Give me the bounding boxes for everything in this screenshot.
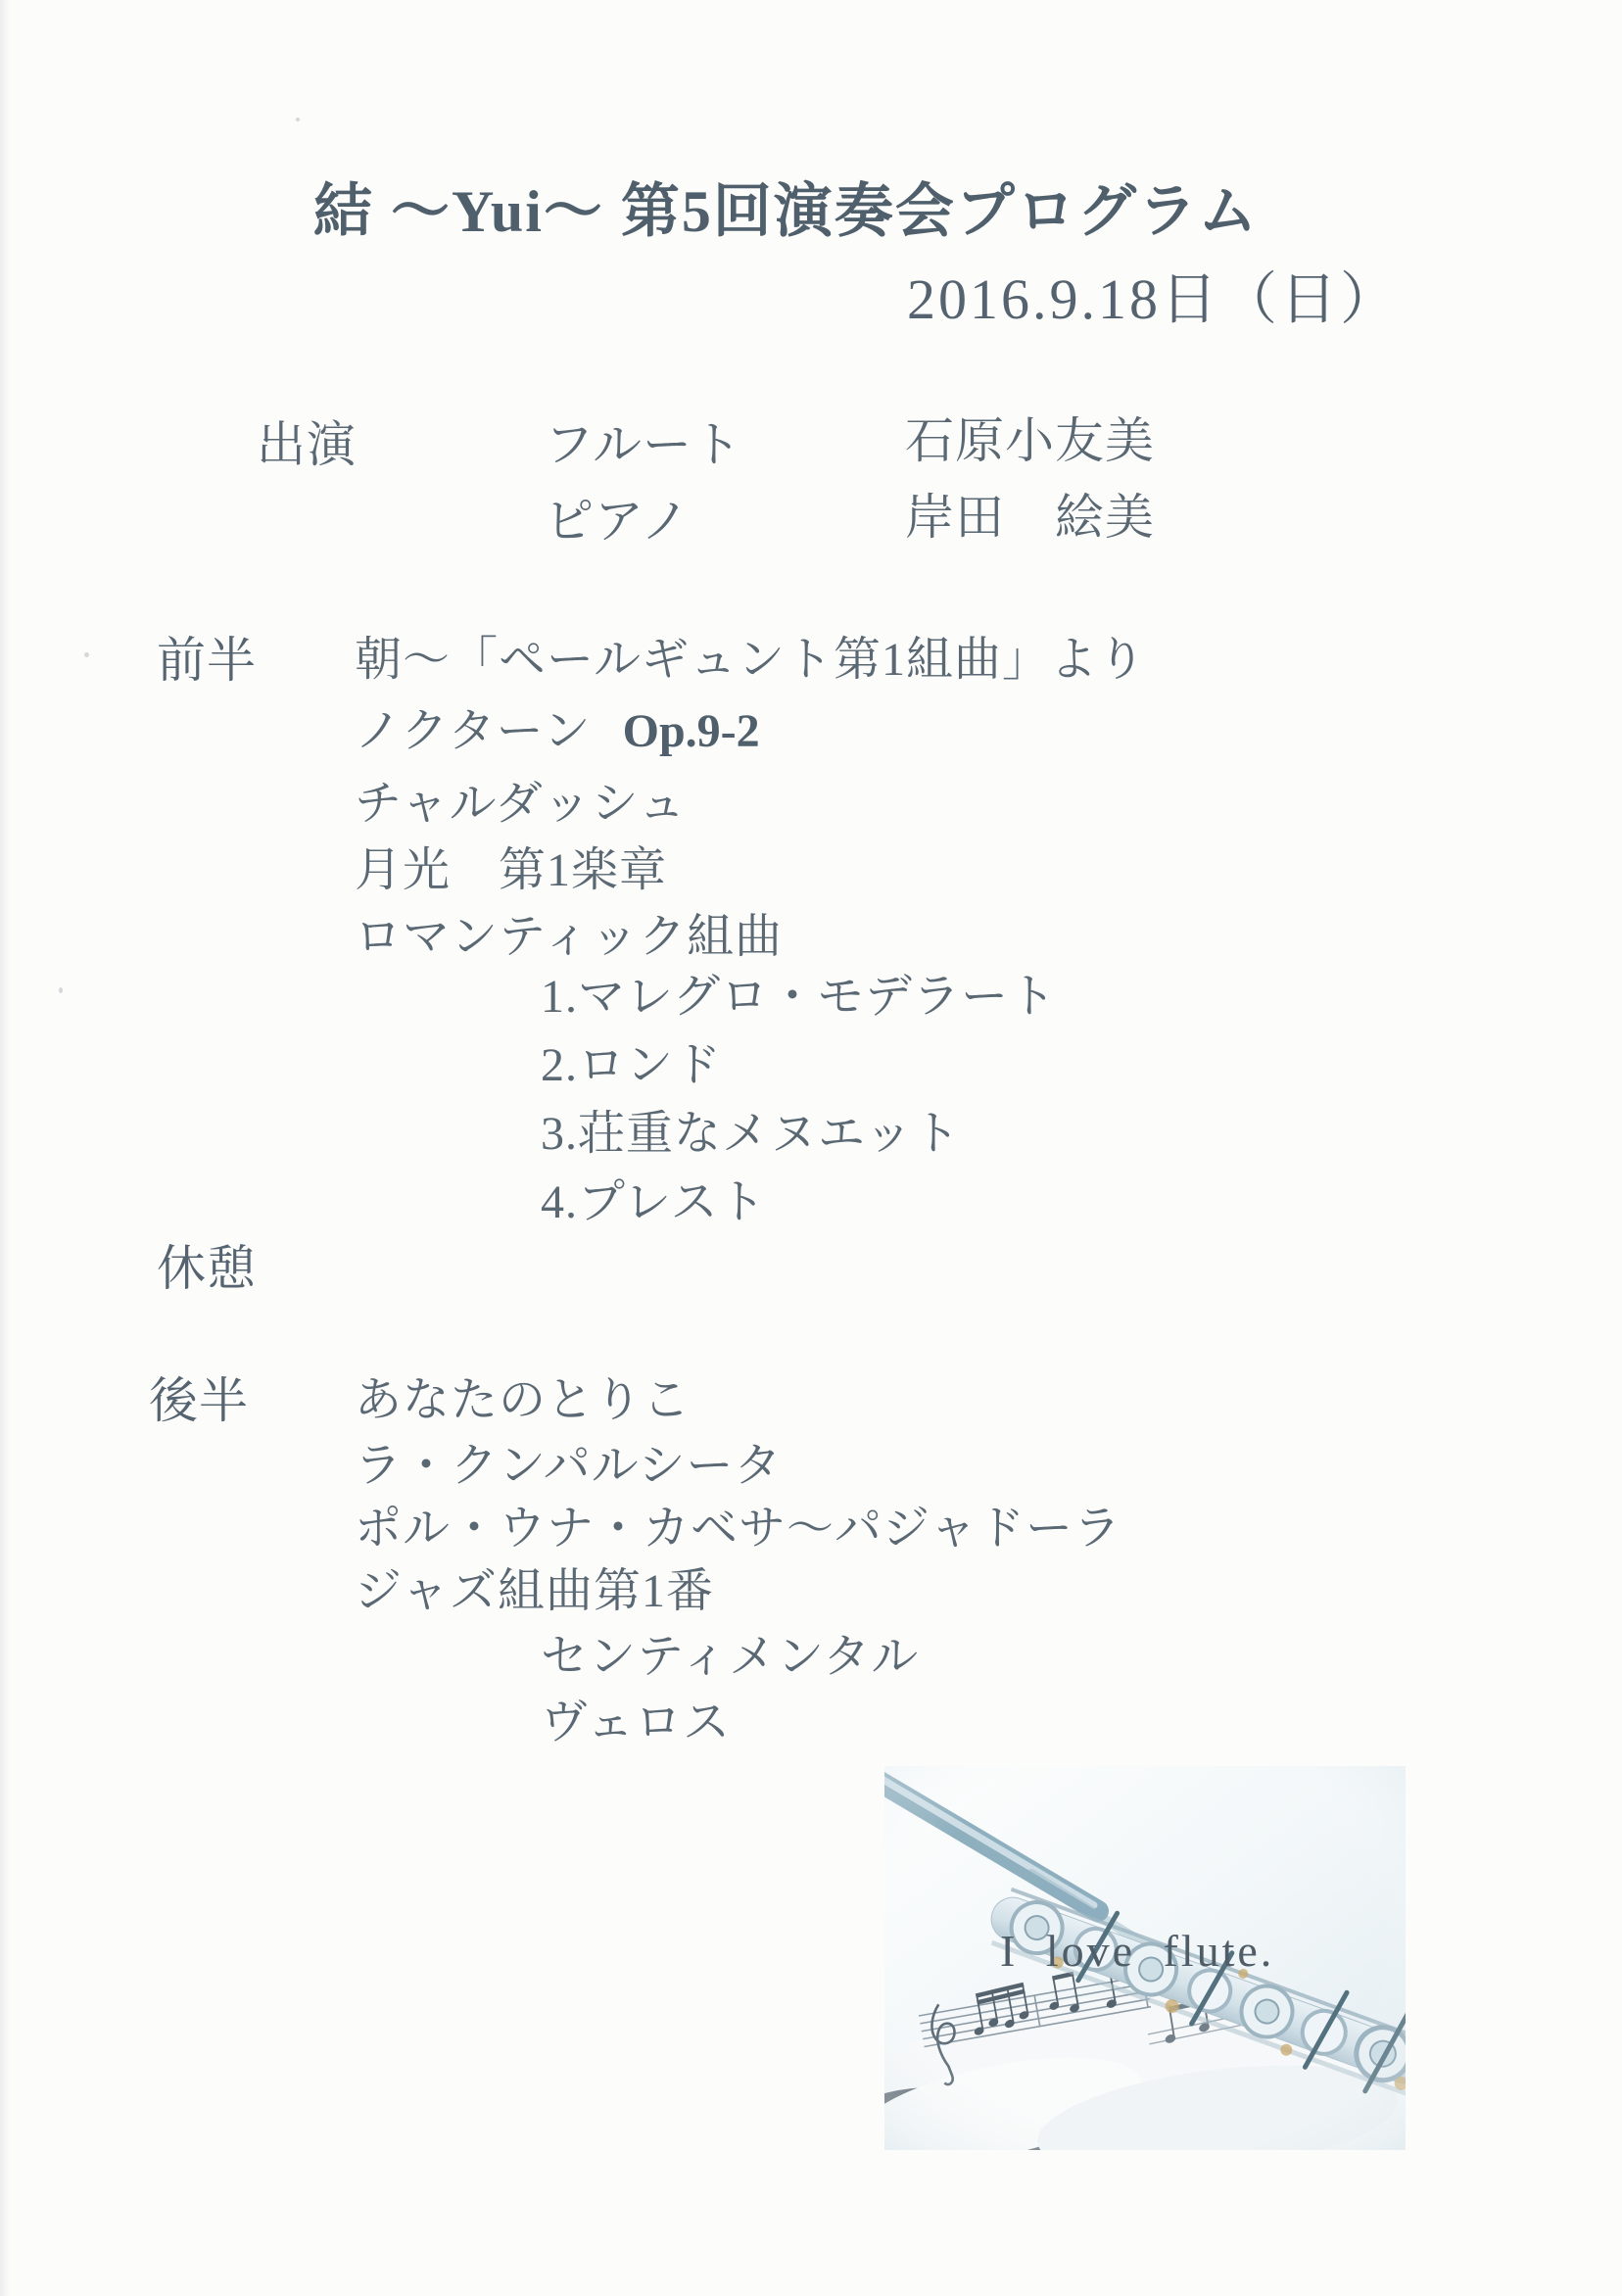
piano-performer-name: 岸田 絵美 xyxy=(905,490,1155,545)
movement-item: 2.ロンド xyxy=(541,1039,723,1091)
intermission-label: 休憩 xyxy=(157,1241,257,1296)
program-item: あなたのとりこ xyxy=(355,1374,692,1426)
movement-item: 1.マレグロ・モデラート xyxy=(541,971,1058,1023)
movement-item: 4.プレスト xyxy=(541,1176,767,1228)
program-item: ジャズ組曲第1番 xyxy=(355,1565,715,1617)
program-item: ラ・クンパルシータ xyxy=(355,1440,783,1492)
program-item: ポル・ウナ・カベサ～パジャドーラ xyxy=(355,1503,1122,1555)
flute-photo xyxy=(884,1766,1406,2150)
scan-speckle xyxy=(59,987,63,993)
program-item: チャルダッシュ xyxy=(355,778,687,830)
program-item xyxy=(355,693,760,760)
first-half-label: 前半 xyxy=(157,633,257,688)
page-title: 結 ～Yui～ 第5回演奏会プログラム xyxy=(313,179,1260,244)
scan-speckle xyxy=(84,652,89,657)
scan-speckle xyxy=(296,118,300,121)
flute-performer-name: 石原小友美 xyxy=(905,413,1155,468)
second-half-label: 後半 xyxy=(149,1373,249,1428)
program-item: ロマンティック組曲 xyxy=(355,911,784,963)
flute-photo-illustration xyxy=(884,1766,1406,2150)
photo-caption: I love flute. xyxy=(1000,1926,1275,1976)
performers-label: 出演 xyxy=(257,417,357,472)
concert-date: 2016.9.18日（日） xyxy=(907,267,1401,331)
movement-item: センティメンタル xyxy=(541,1631,920,1683)
movement-item: ヴェロス xyxy=(541,1697,732,1748)
movement-item: 3.荘重なメヌエット xyxy=(541,1108,962,1160)
opus-number: Op.9-2 xyxy=(622,705,760,757)
piano-label: ピアノ xyxy=(545,494,691,549)
program-item: 朝～「ペールギュント第1組曲」より xyxy=(355,634,1147,686)
program-item-title: ノクターン xyxy=(355,705,592,757)
program-item: 月光 第1楽章 xyxy=(355,844,668,896)
flute-label: フルート xyxy=(545,417,742,472)
